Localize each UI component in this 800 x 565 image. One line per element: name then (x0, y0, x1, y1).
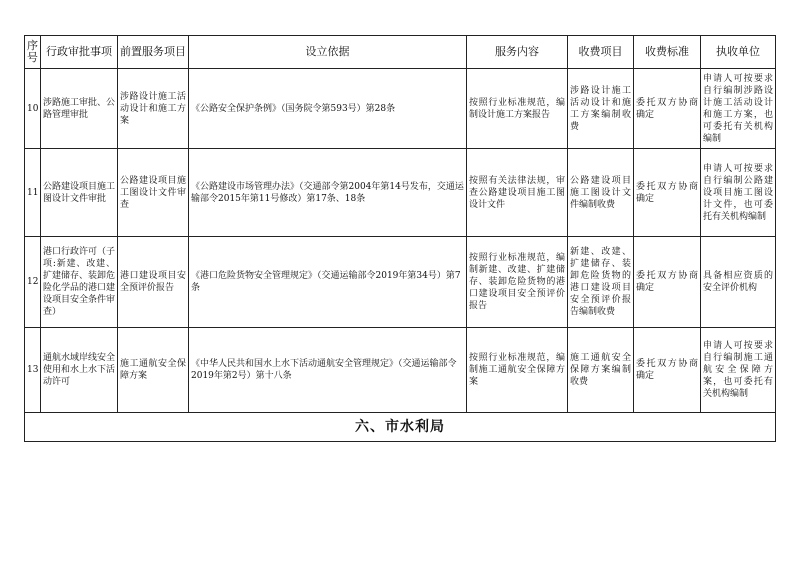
row-fee-item: 新建、改建、扩建储存、装卸危险货物的港口建设项目安全预评价报告编制收费 (568, 237, 634, 328)
row-no: 12 (25, 237, 41, 328)
fee-table (24, 35, 776, 442)
row-item: 公路建设项目施工图设计文件审批 (41, 149, 118, 237)
row-collecting-unit: 申请人可按要求自行编制公路建设项目施工图设计文件，也可委托有关机构编制 (701, 149, 776, 237)
header-row (25, 36, 776, 69)
header-pre-service: 前置服务项目 (118, 36, 189, 69)
row-content: 按照行业标准规范，编制设计施工方案报告 (467, 69, 568, 149)
header-collecting-unit: 执收单位 (701, 36, 776, 69)
table-row (25, 69, 776, 149)
section-row (25, 413, 776, 442)
row-item: 涉路施工审批、公路管理审批 (41, 69, 118, 149)
header-content: 服务内容 (467, 36, 568, 69)
header-no: 序号 (25, 36, 41, 69)
row-collecting-unit: 申请人可按要求自行编制涉路设计施工活动设计和施工方案，也可委托有关机构编制 (701, 69, 776, 149)
row-collecting-unit: 具备相应资质的安全评价机构 (701, 237, 776, 328)
row-basis: 《公路建设市场管理办法》（交通部令第2004年第14号发布，交通运输部令2015年第11号修改）第17条、18条 (189, 149, 467, 237)
header-item: 行政审批事项 (41, 36, 118, 69)
table-row (25, 328, 776, 413)
row-collecting-unit: 申请人可按要求自行编制施工通航安全保障方案，也可委托有关机构编制 (701, 328, 776, 413)
row-fee-standard: 委托双方协商确定 (634, 237, 701, 328)
row-content: 按照有关法律法规，审查公路建设项目施工图设计文件 (467, 149, 568, 237)
row-fee-standard: 委托双方协商确定 (634, 69, 701, 149)
row-pre-service: 施工通航安全保障方案 (118, 328, 189, 413)
table-row (25, 149, 776, 237)
row-basis: 《港口危险货物安全管理规定》（交通运输部令2019年第34号）第7条 (189, 237, 467, 328)
header-basis: 设立依据 (189, 36, 467, 69)
row-fee-standard: 委托双方协商确定 (634, 328, 701, 413)
row-content: 按照行业标准规范，编制施工通航安全保障方案 (467, 328, 568, 413)
section-title: 六、市水利局 (25, 413, 776, 442)
row-content: 按照行业标准规范，编制新建、改建、扩建储存、装卸危险货物的港口建设项目安全预评价报告 (467, 237, 568, 328)
row-item: 港口行政许可（子项:新建、改建、扩建储存、装卸危险化学品的港口建设项目安全条件审查） (41, 237, 118, 328)
row-no: 13 (25, 328, 41, 413)
row-pre-service: 涉路设计施工活动设计和施工方案 (118, 69, 189, 149)
row-item: 通航水域岸线安全使用和水上水下活动许可 (41, 328, 118, 413)
header-fee-item: 收费项目 (568, 36, 634, 69)
row-no: 11 (25, 149, 41, 237)
row-fee-standard: 委托双方协商确定 (634, 149, 701, 237)
row-fee-item: 公路建设项目施工图设计文件编制收费 (568, 149, 634, 237)
row-fee-item: 涉路设计施工活动设计和施工方案编制收费 (568, 69, 634, 149)
row-pre-service: 公路建设项目施工图设计文件审查 (118, 149, 189, 237)
row-fee-item: 施工通航安全保障方案编制收费 (568, 328, 634, 413)
row-basis: 《公路安全保护条例》（国务院令第593号）第28条 (189, 69, 467, 149)
row-no: 10 (25, 69, 41, 149)
header-fee-standard: 收费标准 (634, 36, 701, 69)
row-basis: 《中华人民共和国水上水下活动通航安全管理规定》（交通运输部令2019年第2号）第十八条 (189, 328, 467, 413)
table-row (25, 237, 776, 328)
row-pre-service: 港口建设项目安全预评价报告 (118, 237, 189, 328)
